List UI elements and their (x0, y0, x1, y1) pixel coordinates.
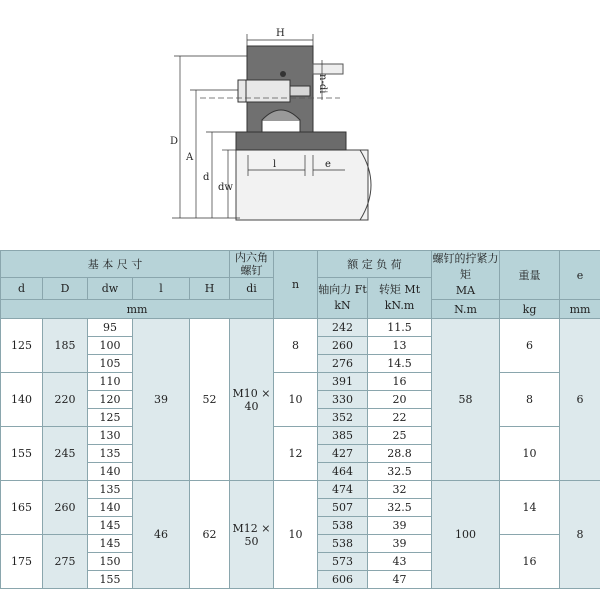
table-row (1, 373, 600, 391)
cell-ft: 573 (318, 553, 368, 571)
cell-mt: 28.8 (368, 445, 432, 463)
cell-mt: 14.5 (368, 355, 432, 373)
cell-n: 8 (274, 319, 318, 373)
cell-n: 12 (274, 427, 318, 481)
cell-D: 220 (43, 373, 88, 427)
header-Nm: N.m (432, 300, 500, 319)
cell-ft: 427 (318, 445, 368, 463)
cell-dw: 130 (88, 427, 133, 445)
cell-weight: 8 (500, 373, 560, 427)
cell-mt: 20 (368, 391, 432, 409)
cell-dw: 145 (88, 535, 133, 553)
cell-mt: 39 (368, 535, 432, 553)
header-d: d (1, 278, 43, 300)
header-mm: mm (1, 300, 274, 319)
cell-ft: 242 (318, 319, 368, 337)
cell-l: 46 (133, 481, 190, 589)
cell-ma: 100 (432, 481, 500, 589)
cell-ma: 58 (432, 319, 500, 481)
cell-d: 125 (1, 319, 43, 373)
header-l: l (133, 278, 190, 300)
table-row (1, 481, 600, 499)
cell-e: 8 (560, 481, 600, 589)
label-dw: dw (218, 182, 233, 193)
header-kg: kg (500, 300, 560, 319)
header-D: D (43, 278, 88, 300)
cell-ft: 330 (318, 391, 368, 409)
cell-weight: 10 (500, 427, 560, 481)
cell-mt: 25 (368, 427, 432, 445)
cell-dw: 150 (88, 553, 133, 571)
header-weight: 重量 (500, 251, 560, 300)
cell-mt: 43 (368, 553, 432, 571)
label-l: l (273, 159, 277, 170)
header-tightening: 螺钉的拧紧力矩 (432, 252, 499, 281)
cell-mt: 39 (368, 517, 432, 535)
header-mt (368, 278, 432, 319)
cell-mt: 32.5 (368, 499, 432, 517)
cell-ft: 507 (318, 499, 368, 517)
shaft (236, 150, 368, 220)
cell-dw: 100 (88, 337, 133, 355)
cell-di: M10 × 40 (230, 319, 274, 481)
label-D: D (170, 136, 179, 147)
cell-mt: 16 (368, 373, 432, 391)
cell-D: 185 (43, 319, 88, 373)
header-ma: MA (455, 284, 476, 297)
table-row (1, 427, 600, 445)
cell-dw: 105 (88, 355, 133, 373)
cell-H: 52 (190, 319, 230, 481)
cell-dw: 140 (88, 463, 133, 481)
cell-ft: 464 (318, 463, 368, 481)
cell-D: 245 (43, 427, 88, 481)
label-d: d (203, 172, 210, 183)
cell-weight: 6 (500, 319, 560, 373)
spec-table (0, 250, 600, 589)
cell-dw: 95 (88, 319, 133, 337)
cell-dw: 125 (88, 409, 133, 427)
cell-ft: 474 (318, 481, 368, 499)
cell-ft: 538 (318, 535, 368, 553)
header-axial-label: 轴向力 Ft (318, 283, 367, 296)
cell-e: 6 (560, 319, 600, 481)
label-A: A (186, 152, 194, 163)
cell-ft: 606 (318, 571, 368, 589)
cell-di: M12 × 50 (230, 481, 274, 589)
label-H: H (276, 28, 285, 39)
cell-dw: 145 (88, 517, 133, 535)
cell-weight: 16 (500, 535, 560, 589)
header-mm2: mm (560, 300, 600, 319)
cell-n: 10 (274, 481, 318, 589)
cell-dw: 120 (88, 391, 133, 409)
cell-n: 10 (274, 373, 318, 427)
cell-mt: 22 (368, 409, 432, 427)
header-hex-bolt: 内六角螺钉 (230, 251, 274, 278)
header-H: H (190, 278, 230, 300)
cell-ft: 385 (318, 427, 368, 445)
header-axial (318, 278, 368, 319)
header-row (1, 251, 600, 278)
cell-ft: 352 (318, 409, 368, 427)
cell-d: 165 (1, 481, 43, 535)
cell-dw: 135 (88, 481, 133, 499)
header-rated-load: 额 定 负 荷 (318, 251, 432, 278)
label-e: e (325, 159, 331, 170)
header-dw: dw (88, 278, 133, 300)
header-kN: kN (334, 299, 351, 312)
cell-weight: 14 (500, 481, 560, 535)
cell-mt: 32.5 (368, 463, 432, 481)
cell-mt: 13 (368, 337, 432, 355)
cell-d: 155 (1, 427, 43, 481)
cell-dw: 140 (88, 499, 133, 517)
cell-mt: 47 (368, 571, 432, 589)
header-basic-size: 基 本 尺 寸 (1, 251, 230, 278)
hub (236, 132, 346, 150)
cell-ft: 538 (318, 517, 368, 535)
table-row (1, 319, 600, 337)
cell-d: 175 (1, 535, 43, 589)
cell-dw: 135 (88, 445, 133, 463)
header-kNm: kN.m (384, 299, 415, 312)
cell-H: 62 (190, 481, 230, 589)
cell-D: 260 (43, 481, 88, 535)
cell-ft: 276 (318, 355, 368, 373)
header-di: di (230, 278, 274, 300)
cell-D: 275 (43, 535, 88, 589)
header-torque-label: 转矩 Mt (378, 283, 421, 296)
header-e: e (560, 251, 600, 300)
cell-ft: 260 (318, 337, 368, 355)
header-n: n (274, 251, 318, 319)
cell-mt: 11.5 (368, 319, 432, 337)
technical-drawing (0, 0, 600, 240)
cell-mt: 32 (368, 481, 432, 499)
cell-dw: 155 (88, 571, 133, 589)
label-n-di: n-di (317, 74, 328, 94)
cell-d: 140 (1, 373, 43, 427)
cell-ft: 391 (318, 373, 368, 391)
header-torque-ma (432, 251, 500, 300)
cell-dw: 110 (88, 373, 133, 391)
cell-l: 39 (133, 319, 190, 481)
